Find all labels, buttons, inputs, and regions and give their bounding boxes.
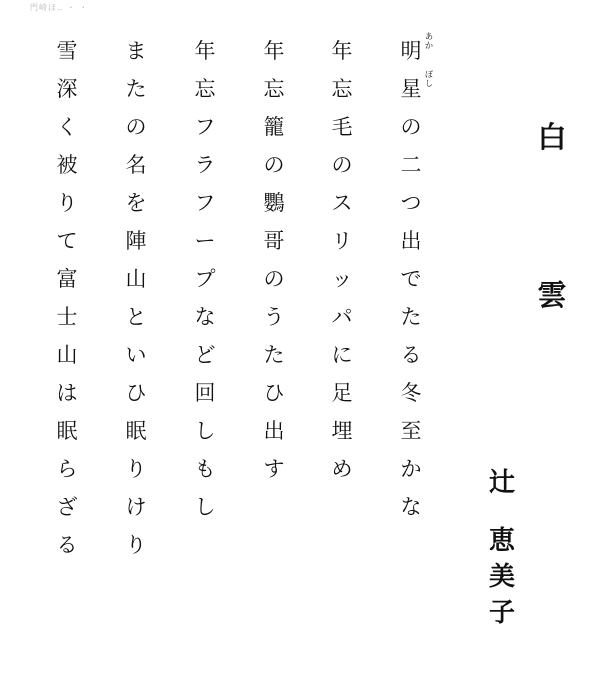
poem-char: も	[194, 457, 216, 481]
ruby-char: あ	[425, 32, 433, 41]
poem-char: フ	[194, 191, 216, 215]
poem-char: ラ	[194, 153, 216, 177]
poem-char: 雪	[56, 39, 78, 63]
poem-char: る	[56, 533, 78, 557]
poem-char: ー	[194, 229, 216, 253]
poem-char: ま	[125, 39, 147, 63]
poem-char: け	[125, 495, 147, 519]
poem-char: 忘	[194, 77, 216, 101]
poem-char: つ	[400, 191, 422, 215]
poem-char: の	[400, 115, 422, 139]
poem-char: ひ	[125, 381, 147, 405]
poem-3	[259, 32, 289, 488]
ruby-hoshi	[424, 70, 434, 88]
poem-char: 深	[56, 77, 78, 101]
poem-char: 出	[400, 229, 422, 253]
title-char: 白	[537, 120, 567, 154]
poem-char: は	[56, 381, 78, 405]
ruby-char: し	[425, 79, 433, 88]
poem-char: た	[263, 343, 285, 367]
poem-char: 山	[56, 343, 78, 367]
author-char: 辻	[488, 468, 515, 498]
ruby-ake	[424, 32, 434, 50]
poem-char: 回	[194, 381, 216, 405]
poem-4	[190, 32, 220, 526]
author-char: 恵	[488, 526, 515, 556]
poem-char: な	[400, 495, 422, 519]
poem-char: 忘	[331, 77, 353, 101]
title-column	[537, 117, 567, 315]
poem-char: し	[194, 495, 216, 519]
poem-char: 眠	[125, 419, 147, 443]
poem-char: の	[331, 153, 353, 177]
poem-2	[327, 32, 357, 488]
poem-char: 士	[56, 305, 78, 329]
poem-char: ざ	[56, 495, 78, 519]
poem-char: く	[56, 115, 78, 139]
ruby-char: か	[425, 41, 433, 50]
poem-char: て	[56, 229, 78, 253]
poem-char: か	[400, 457, 422, 481]
author-char: 子	[488, 598, 515, 628]
poem-char: 年	[194, 39, 216, 63]
poem-char: リ	[331, 229, 353, 253]
poem-char: た	[400, 305, 422, 329]
poem-char: ッ	[331, 267, 353, 291]
poem-char: 忘	[263, 77, 285, 101]
poem-5	[121, 32, 151, 564]
author-column	[487, 465, 517, 631]
poem-char: い	[125, 343, 147, 367]
poem-char: 年	[331, 39, 353, 63]
poem-char: し	[194, 419, 216, 443]
poem-char: 冬	[400, 381, 422, 405]
poem-char: の	[125, 115, 147, 139]
poem-char: で	[400, 267, 422, 291]
poem-char: 富	[56, 267, 78, 291]
poem-char: 出	[263, 419, 285, 443]
poem-char: パ	[331, 305, 353, 329]
poem-char: め	[331, 457, 353, 481]
poem-char: 名	[125, 153, 147, 177]
poem-char: 被	[56, 153, 78, 177]
poem-char: 足	[331, 381, 353, 405]
poem-char: 埋	[331, 419, 353, 443]
poem-char-base: 星	[400, 77, 422, 101]
poem-char	[396, 32, 433, 70]
poem-char	[396, 70, 433, 108]
poem-char: ど	[194, 343, 216, 367]
poem-char: 山	[125, 267, 147, 291]
poem-char: 鸚	[263, 191, 285, 215]
poem-char: の	[263, 153, 285, 177]
poem-char: 二	[400, 153, 422, 177]
poem-6	[52, 32, 82, 564]
poem-char: 至	[400, 419, 422, 443]
poem-char: た	[125, 77, 147, 101]
header-mark: 門崎ほ‥ ・ ・	[30, 3, 89, 12]
poem-char: 眠	[56, 419, 78, 443]
ruby-char: ぼ	[425, 70, 433, 79]
poem-char: す	[263, 457, 285, 481]
poem-char: り	[56, 191, 78, 215]
poem-char: プ	[194, 267, 216, 291]
poem-char: り	[125, 533, 147, 557]
poem-char: な	[194, 305, 216, 329]
poem-char: 籠	[263, 115, 285, 139]
poem-char: 年	[263, 39, 285, 63]
poem-char: 毛	[331, 115, 353, 139]
poem-char: う	[263, 305, 285, 329]
poem-char: り	[125, 457, 147, 481]
poem-char: ひ	[263, 381, 285, 405]
poem-1	[396, 32, 433, 526]
poem-char: ス	[331, 191, 353, 215]
author-char: 美	[488, 562, 515, 592]
poem-char: 哥	[263, 229, 285, 253]
poem-char: の	[263, 267, 285, 291]
poem-char: フ	[194, 115, 216, 139]
poem-char: を	[125, 191, 147, 215]
poem-char: と	[125, 305, 147, 329]
title-char: 雲	[537, 278, 567, 312]
poem-char: る	[400, 343, 422, 367]
poem-char: に	[331, 343, 353, 367]
poem-char: 陣	[125, 229, 147, 253]
poem-char-base: 明	[400, 39, 422, 63]
poem-char: ら	[56, 457, 78, 481]
